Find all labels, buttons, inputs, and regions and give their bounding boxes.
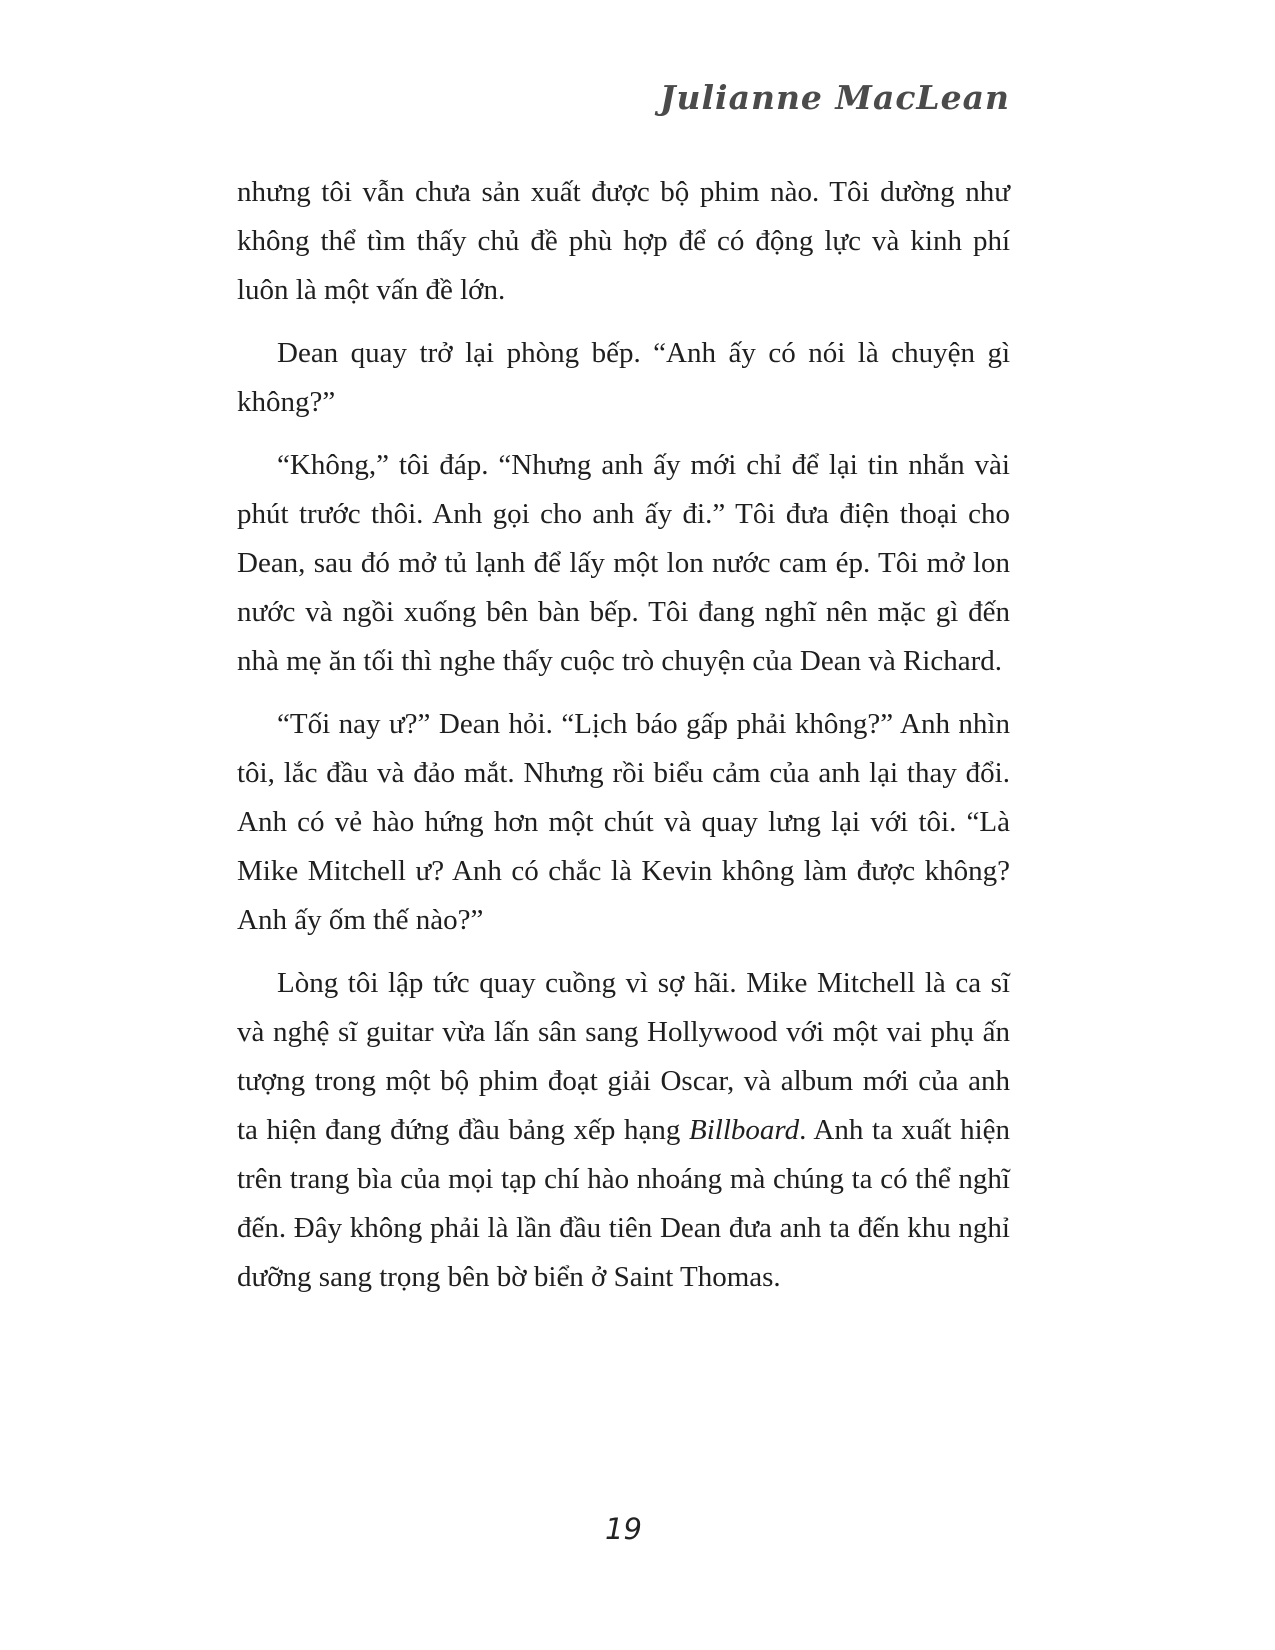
paragraph: “Tối nay ư?” Dean hỏi. “Lịch báo gấp phải không?” Anh nhìn tôi, lắc đầu và đảo mắt. Nhưng rồi biểu cảm của anh lại thay đổi. Anh có vẻ hào hứng hơn một chút và quay lưng lại với tôi. “Là Mike Mitchell ư? Anh có chắc là Kevin không làm được không? Anh ấy ốm thế nào?” <box>237 708 1010 936</box>
paragraph-text: Lòng tôi lập tức quay cuồng vì sợ hãi. Mike Mitchell là ca sĩ và nghệ sĩ guitar vừa lấn sân sang Hollywood với một vai phụ ấn tượng trong một bộ phim đoạt giải Oscar, và album mới của anh ta hiện đang đứng đầu bảng xếp hạng <box>237 967 1010 1146</box>
author-name: Julianne MacLean <box>659 78 1010 117</box>
paragraph: Dean quay trở lại phòng bếp. “Anh ấy có nói là chuyện gì không?” <box>237 337 1010 418</box>
page-number: 19 <box>605 1512 642 1546</box>
paragraph: “Không,” tôi đáp. “Nhưng anh ấy mới chỉ để lại tin nhắn vài phút trước thôi. Anh gọi cho anh ấy đi.” Tôi đưa điện thoại cho Dean, sau đó mở tủ lạnh để lấy một lon nước cam ép. Tôi mở lon nước và ngồi xuống bên bàn bếp. Tôi đang nghĩ nên mặc gì đến nhà mẹ ăn tối thì nghe thấy cuộc trò chuyện của Dean và Richard. <box>237 449 1010 677</box>
paragraph-text: . Anh ta xuất hiện trên trang bìa của mọi tạp chí hào nhoáng mà chúng ta có thể nghĩ đến. Đây không phải là lần đầu tiên Dean đưa anh ta đến khu nghỉ dưỡng sang trọng bên bờ biển ở Saint Thomas. <box>237 1114 1010 1293</box>
page-body <box>237 168 1010 1316</box>
page-footer <box>237 1512 1010 1546</box>
page-header <box>237 78 1010 117</box>
paragraph <box>237 959 1010 1302</box>
paragraph: nhưng tôi vẫn chưa sản xuất được bộ phim nào. Tôi dường như không thể tìm thấy chủ đề phù hợp để có động lực và kinh phí luôn là một vấn đề lớn. <box>237 176 1010 306</box>
billboard-italic-title: Billboard <box>688 1114 800 1146</box>
